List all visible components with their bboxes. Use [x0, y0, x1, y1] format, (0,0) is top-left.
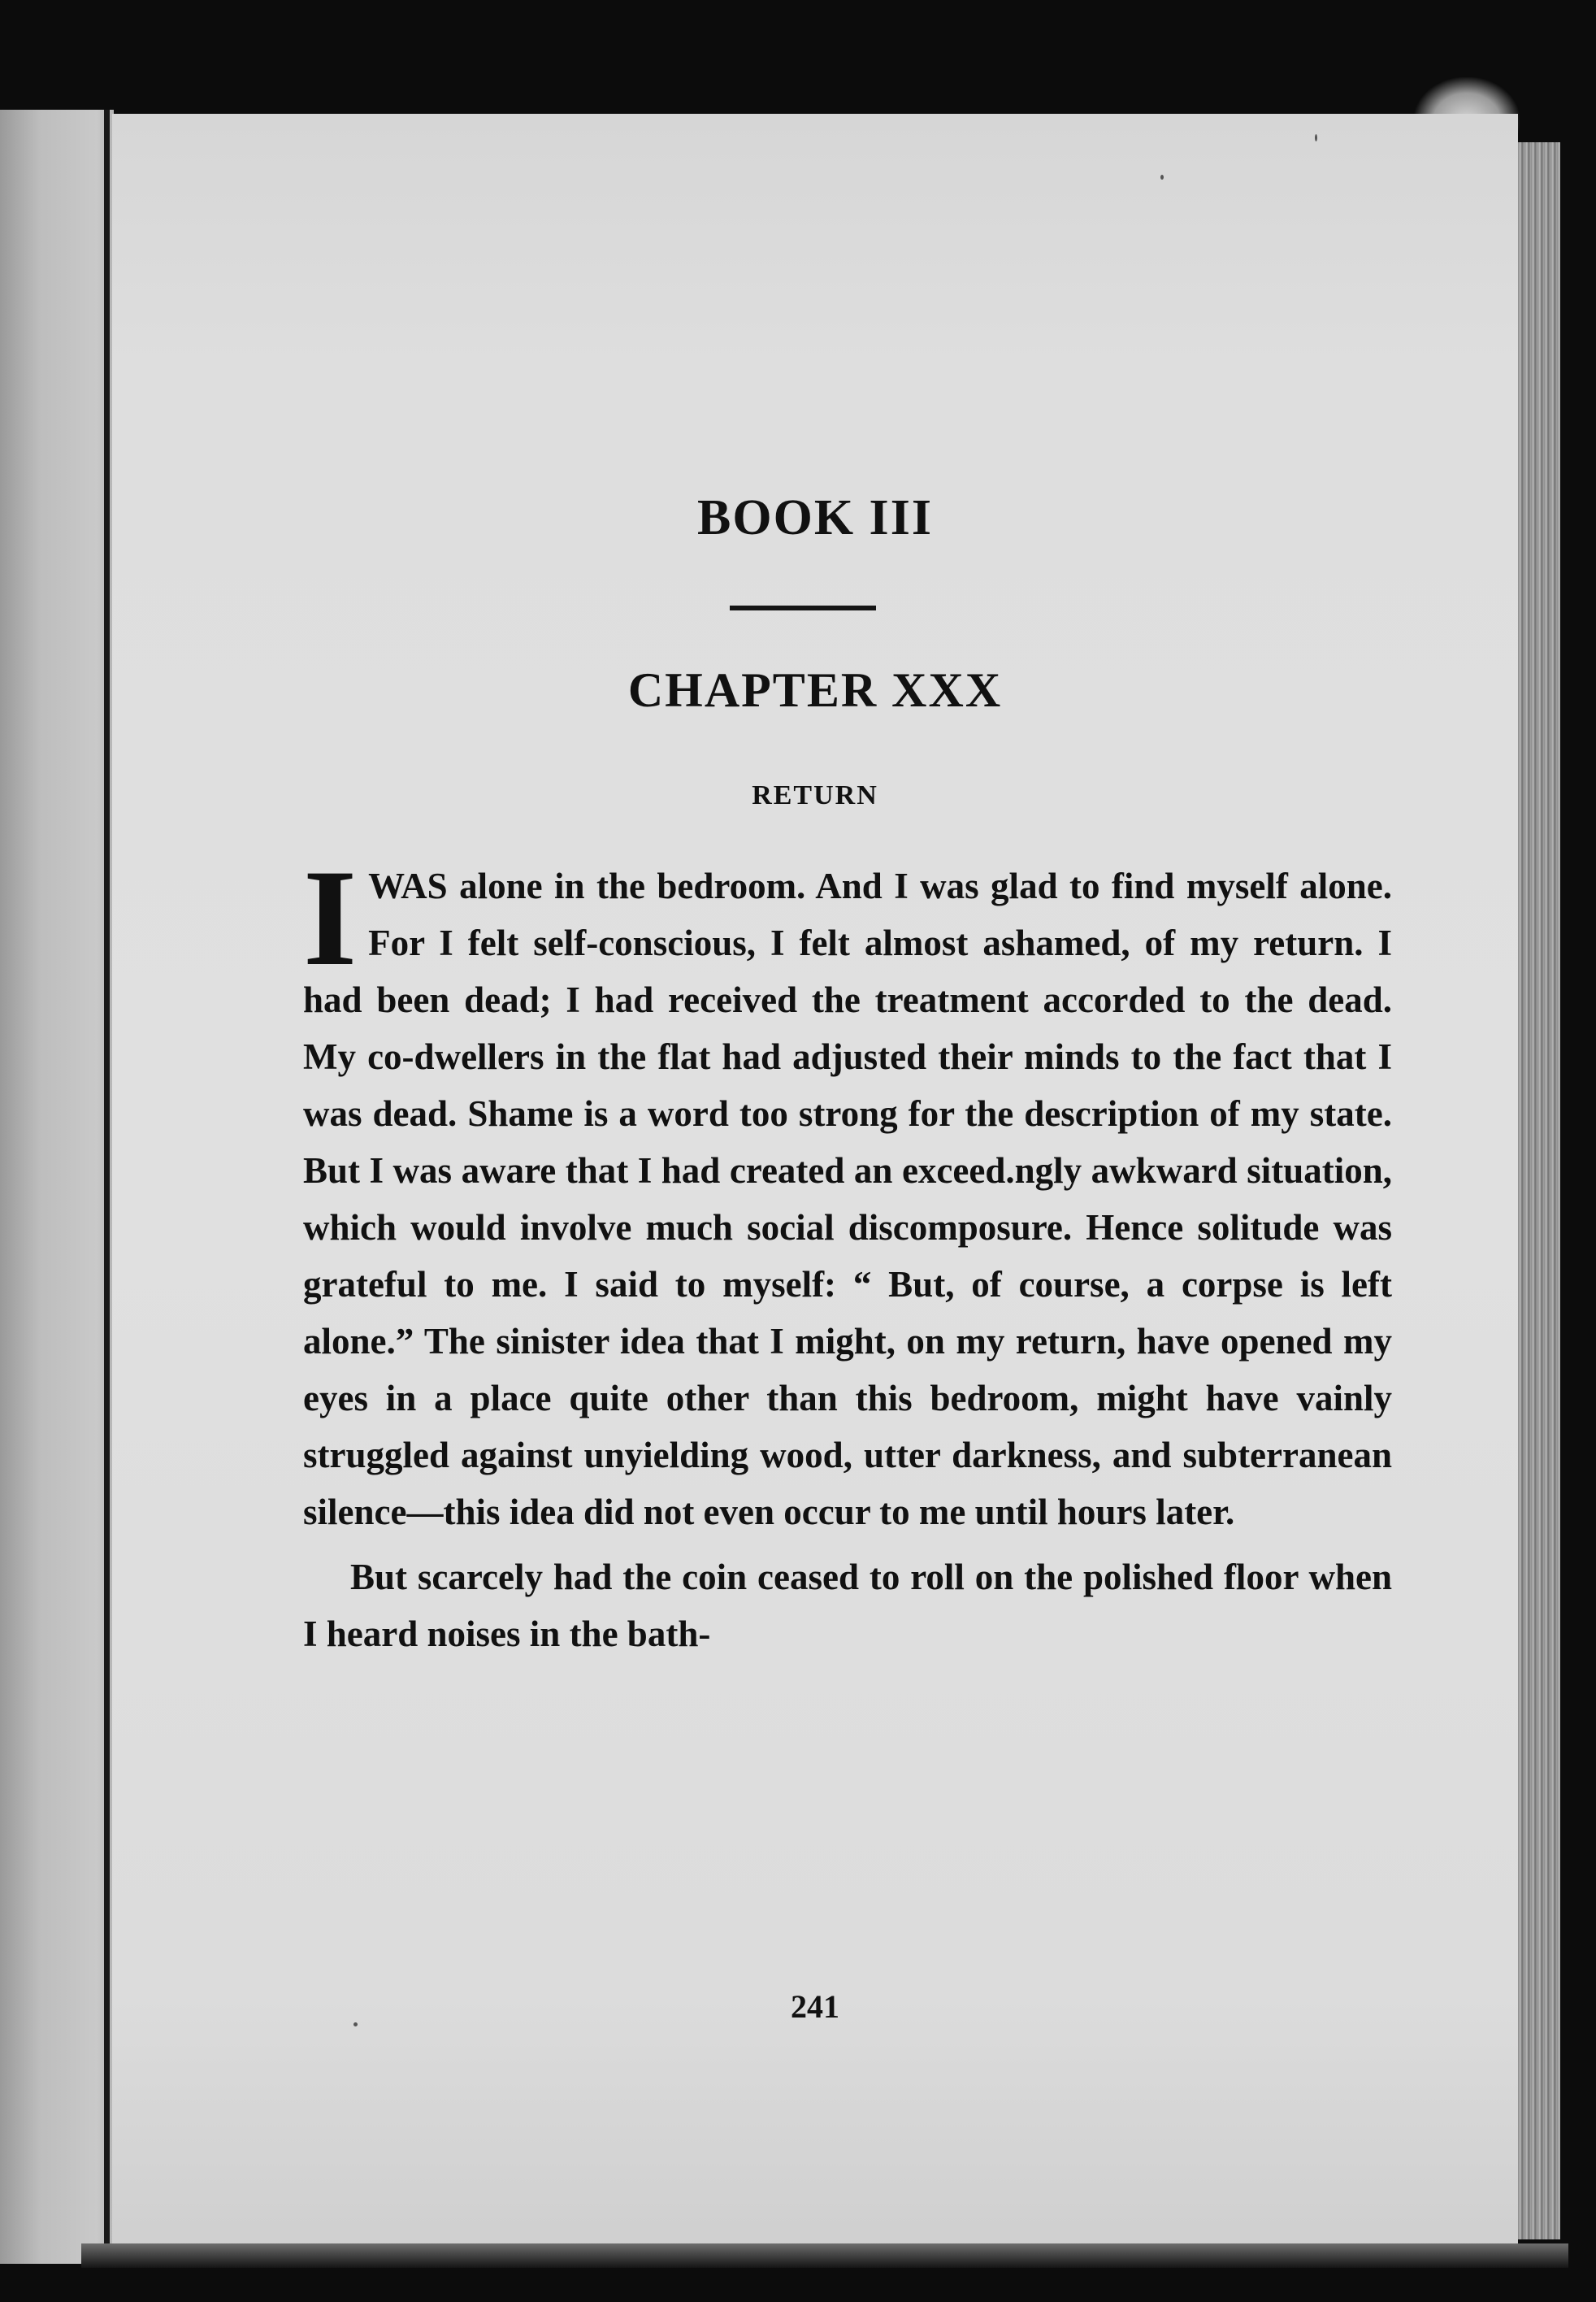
chapter-title: RETURN [752, 780, 878, 810]
scan-speck [1315, 134, 1317, 141]
left-facing-page-edge [0, 110, 114, 2264]
chapter-heading: CHAPTER XXX [627, 663, 1003, 717]
gutter-line [104, 110, 110, 2264]
body-text [303, 841, 1392, 1662]
paragraph: But scarcely had the coin ceased to roll on the polished floor when I heard noises in the bath- [303, 1557, 1392, 1654]
scan-speck [353, 2022, 358, 2026]
page-number: 241 [791, 1988, 839, 2025]
book-heading: BOOK III [697, 490, 933, 545]
scan-speck [1160, 175, 1164, 180]
book-page [112, 114, 1518, 2252]
heading-rule [730, 606, 876, 610]
page-edge-stack [1518, 142, 1560, 2239]
paragraph: IWAS alone in the bedroom. And I was glad to find myself alone. For I felt self-conscious, I felt almost ashamed, of my return. I had been dead; I had received the treatment accorded to the dead. My co-dwellers in the flat had adjusted their minds to the fact that I was dead. Shame is a word too strong for the description of my state. But I was aware that I had created an exceed.ngly awkward situation, which would involve much social discomposure. Hence solitude was grateful to me. I said to myself: “ But, of course, a corpse is left alone.” The sinister idea that I might, on my return, have opened my eyes in a place quite other than this bedroom, might have vainly struggled against unyielding wood, utter darkness, and subterranean silence—this idea did not even occur to me until hours later. [303, 841, 1392, 1532]
page-bottom-shadow [81, 2243, 1568, 2268]
